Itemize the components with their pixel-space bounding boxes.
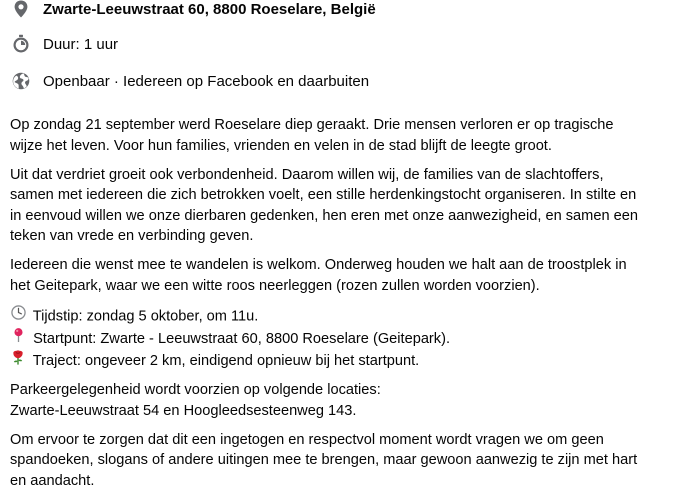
rose-emoji-icon xyxy=(10,349,26,365)
event-privacy: Openbaar · Iedereen op Facebook en daarbuiten xyxy=(43,72,370,90)
description-line: Iedereen die wenst mee te wandelen is welkom. Onderweg houden we halt aan de troostplek in xyxy=(10,257,627,273)
event-description xyxy=(10,115,678,500)
info-start xyxy=(10,327,678,350)
round-pushpin-emoji-icon xyxy=(10,327,26,343)
event-privacy-row xyxy=(10,70,369,92)
description-line: in eenvoud willen we onze dierbaren gedenken, hen eren met onze aanwezigheid, en samen een xyxy=(10,207,638,224)
info-time-text: Tijdstip: zondag 5 oktober, om 11u. xyxy=(32,308,259,324)
description-line: wijze het leven. Voor hun families, vrienden en velen in de stad blijft de leegte groot. xyxy=(10,137,552,154)
clock-emoji-icon xyxy=(10,305,26,321)
info-time xyxy=(10,305,678,327)
description-line: samen met iedereen die zich betrokken voelt, een stille herdenkingstocht organiseren. In stilte en xyxy=(10,187,637,203)
description-line: en aandacht. xyxy=(10,472,95,489)
description-paragraph xyxy=(10,115,678,156)
description-line: het Geitepark, waar we een witte roos neerleggen (rozen zullen worden voorzien). xyxy=(10,277,540,294)
description-line: Op zondag 21 september werd Roeselare diep geraakt. Drie mensen verloren er op tragische xyxy=(10,117,614,133)
event-address-row[interactable] xyxy=(10,0,376,20)
description-paragraph xyxy=(10,430,678,492)
globe-icon xyxy=(10,70,32,92)
description-paragraph xyxy=(10,380,678,421)
description-line: Om ervoor te zorgen dat dit een ingetogen en respectvol moment wordt vragen we om geen xyxy=(10,431,604,448)
description-paragraph xyxy=(10,255,678,296)
description-line: teken van vrede en verbinding geven. xyxy=(10,228,254,244)
description-line: Uit dat verdriet groeit ook verbondenheid. Daarom willen wij, de families van de slachtoffers, xyxy=(10,166,604,183)
event-duration: Duur: 1 uur xyxy=(43,35,119,53)
event-address[interactable]: Zwarte-Leeuwstraat 60, 8800 Roeselare, België xyxy=(43,0,376,18)
description-line: Zwarte-Leeuwstraat 54 en Hoogleedsesteenweg 143. xyxy=(10,402,357,419)
info-start-text: Startpunt: Zwarte - Leeuwstraat 60, 8800 Roeselare (Geitepark). xyxy=(33,330,451,347)
description-line: spandoeken, slogans of andere uitingen mee te brengen, maar gewoon aanwezig te zijn met hart xyxy=(10,452,638,468)
description-line: Parkeergelegenheid wordt voorzien op volgende locaties: xyxy=(10,382,381,398)
location-pin-icon xyxy=(10,0,32,20)
info-route-text: Traject: ongeveer 2 km, eindigend opnieuw bij het startpunt. xyxy=(32,353,420,369)
info-route xyxy=(10,349,678,372)
stopwatch-icon xyxy=(10,33,32,55)
description-paragraph xyxy=(10,165,678,247)
event-duration-row xyxy=(10,33,118,55)
event-info-list xyxy=(10,305,678,372)
